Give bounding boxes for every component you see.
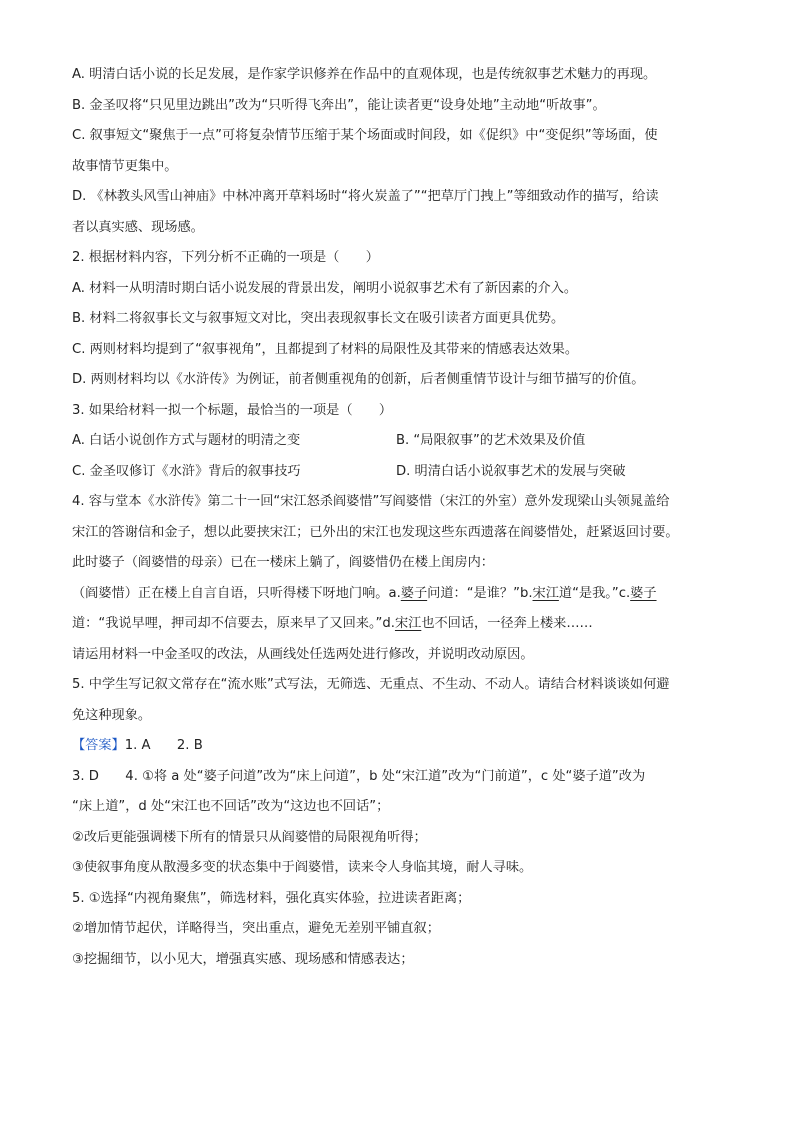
- q1-option-d: D. 《林教头风雪山神庙》中林冲离开草料场时“将火炭盖了”“把草厅门拽上”等细致动作的描写，给读: [72, 189, 659, 204]
- answer-header: [72, 731, 732, 762]
- answer-first: 1. A 2. B: [124, 738, 203, 753]
- q3-options-row-2: [72, 457, 732, 488]
- answer-line: 3. D 4. ①将 a 处“婆子问道”改为“床上问道”，b 处“宋江道”改为“门前道”，c 处“婆子道”改为: [72, 768, 646, 784]
- q1-option-c: C. 叙事短文“聚焦于一点”可将复杂情节压缩于某个场面或时间段，如《促织》中“变促织”等场面，使: [72, 128, 658, 143]
- q1-option-c-cont: 故事情节更集中。: [72, 158, 178, 174]
- answer-line: 5. ①选择“内视角聚焦”，筛选材料，强化真实体验，拉进读者距离；: [72, 890, 471, 906]
- answer-line: ②增加情节起伏，详略得当，突出重点，避免无差别平铺直叙；: [72, 921, 440, 936]
- passage-text: 道“是我。”c.: [558, 585, 631, 601]
- underlined-term-c: 婆子: [630, 585, 657, 601]
- q3-option-a: A. 白话小说创作方式与题材的明清之变: [72, 433, 301, 448]
- q4-passage-line-2: [72, 609, 732, 640]
- q2-option-b: B. 材料二将叙事长文与叙事短文对比，突出表现叙事长文在吸引读者方面更具优势。: [72, 311, 565, 326]
- q3-stem: 3. 如果给材料一拟一个标题，最恰当的一项是（ ）: [72, 402, 393, 418]
- q2-option-c: C. 两则材料均提到了“叙事视角”，且都提到了材料的局限性及其带来的情感表达效果。: [72, 341, 579, 357]
- underlined-term-a: 婆子: [400, 585, 428, 601]
- passage-text: 问道：“是谁？”b.: [427, 585, 533, 601]
- passage-text: 也不回话，一径奔上楼来……: [421, 616, 593, 631]
- passage-text: 道：“我说早哩，押司却不信要去，原来早了又回来。”d.: [72, 616, 395, 631]
- q2-stem: 2. 根据材料内容，下列分析不正确的一项是（ ）: [72, 250, 379, 265]
- answer-line: ②改后更能强调楼下所有的情景只从阎婆惜的局限视角听得；: [72, 829, 427, 845]
- q1-option-d-cont: 者以真实感、现场感。: [72, 219, 204, 235]
- q3-option-b: B. “局限叙事”的艺术效果及价值: [396, 433, 586, 448]
- q4-line-2: 宋江的答谢信和金子，想以此要挟宋江；已外出的宋江也发现这些东西遗落在阎婆惜处，赶紧返回讨要。: [72, 524, 679, 540]
- q3-option-c: C. 金圣叹修订《水浒》背后的叙事技巧: [72, 463, 301, 479]
- answer-line: ③使叙事角度从散漫多变的状态集中于阎婆惜，读来令人身临其境，耐人寻味。: [72, 860, 533, 875]
- document-page: [72, 60, 732, 975]
- q1-option-b: B. 金圣叹将“只见里边跳出”改为“只听得飞奔出”，能让读者更“设身处地”主动地“听故事”。: [72, 97, 606, 113]
- q3-option-d: D. 明清白话小说叙事艺术的发展与突破: [396, 463, 626, 479]
- q2-option-d: D. 两则材料均以《水浒传》为例证，前者侧重视角的创新，后者侧重情节设计与细节描写的价值。: [72, 372, 645, 387]
- passage-text: （阎婆惜）正在楼上自言自语，只听得楼下呀地门响。a.: [72, 585, 401, 601]
- q5-line-2: 免这种现象。: [72, 707, 152, 723]
- q1-option-a: A. 明清白话小说的长足发展，是作家学识修养在作品中的直观体现，也是传统叙事艺术魅力的再现。: [72, 67, 657, 82]
- q4-instruction: 请运用材料一中金圣叹的改法，从画线处任选两处进行修改，并说明改动原因。: [72, 646, 534, 662]
- answer-line: “床上道”，d 处“宋江也不回话”改为“这边也不回话”；: [72, 799, 390, 814]
- q4-line-1: 4. 容与堂本《水浒传》第二十一回“宋江怒杀阎婆惜”写阎婆惜（宋江的外室）意外发现梁山头领晁盖给: [72, 494, 670, 509]
- q3-options-row-1: [72, 426, 732, 457]
- answer-line: ③挖掘细节，以小见大，增强真实感、现场感和情感表达；: [72, 951, 414, 967]
- underlined-term-b: 宋江: [532, 585, 559, 601]
- q4-line-3: 此时婆子（阎婆惜的母亲）已在一楼床上躺了，阎婆惜仍在楼上闺房内：: [72, 555, 494, 570]
- underlined-term-d: 宋江: [394, 616, 422, 631]
- q4-passage-line-1: [72, 579, 732, 610]
- q2-option-a: A. 材料一从明清时期白话小说发展的背景出发，阐明小说叙事艺术有了新因素的介入。: [72, 280, 578, 296]
- q5-line-1: 5. 中学生写记叙文常存在“流水账”式写法，无筛选、无重点、不生动、不动人。请结合材料谈谈如何避: [72, 677, 670, 692]
- answer-label: 【答案】: [72, 738, 125, 753]
